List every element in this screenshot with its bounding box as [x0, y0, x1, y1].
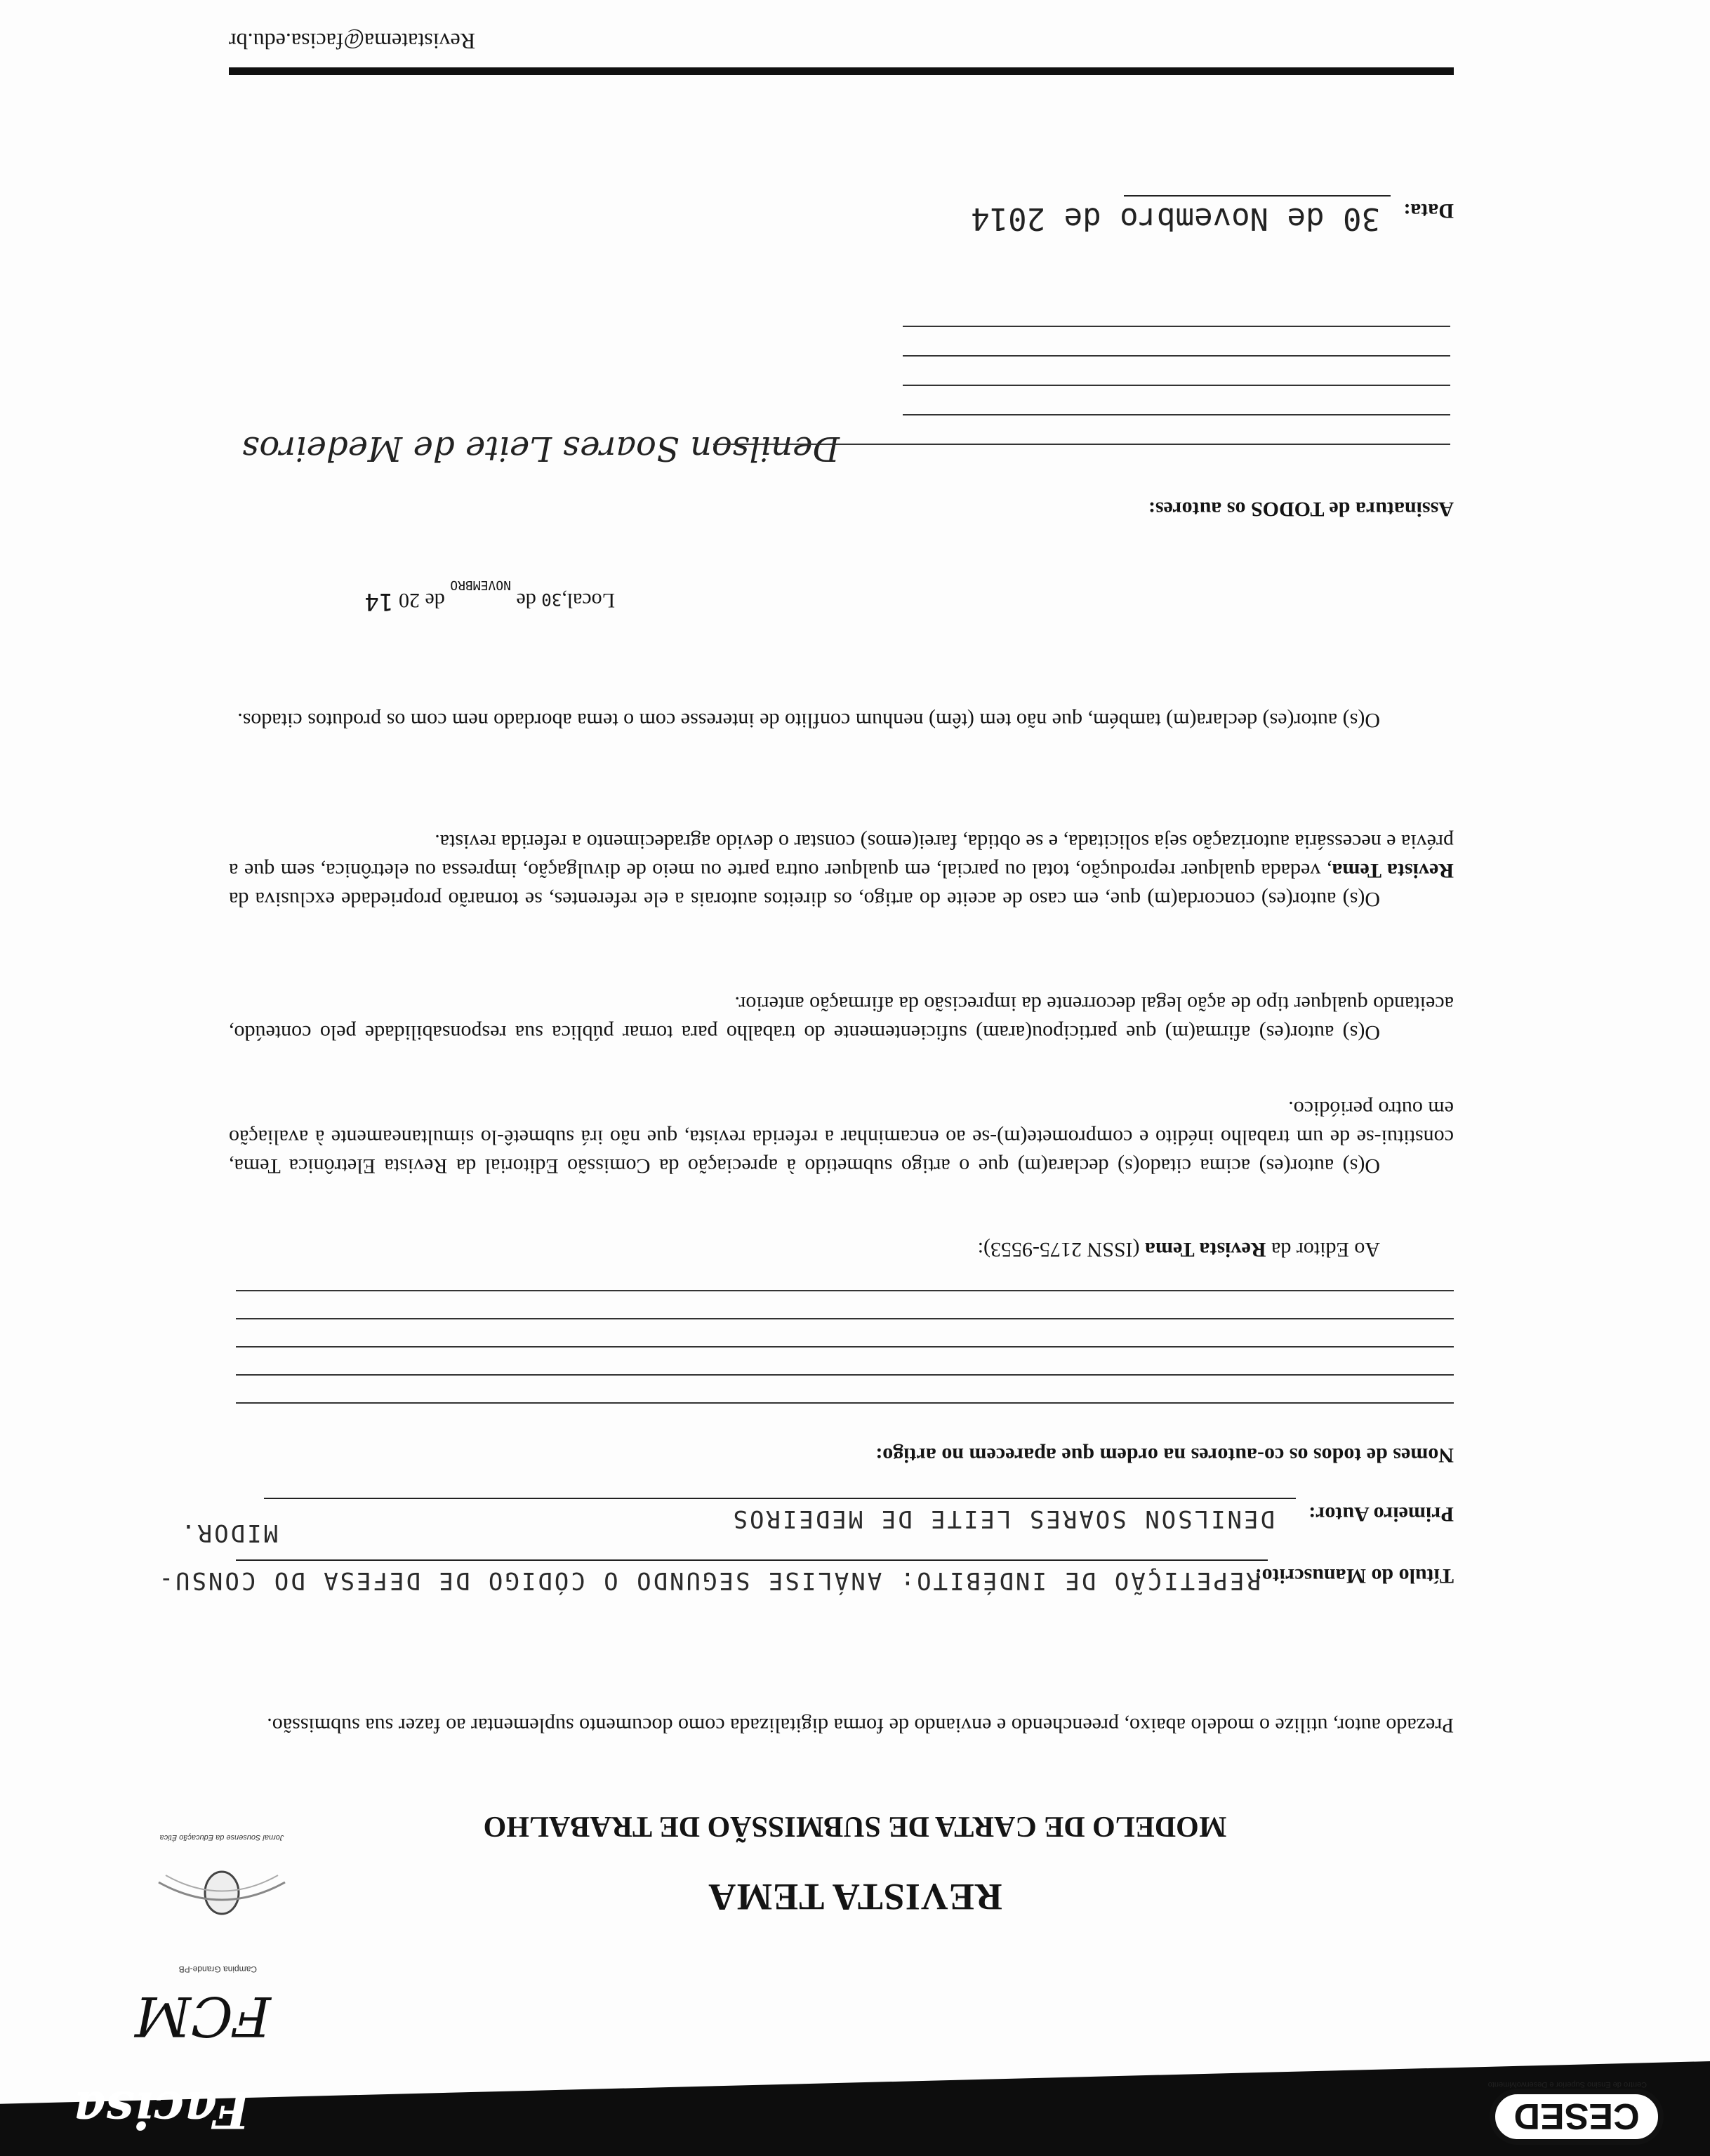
declaration-responsibility: O(s) autor(es) afirma(m) que participou(aram) suficientemente do trabalho para tornar pública sua responsabilidade pelo conteúdo, aceitando qualquer tipo de ação legal decorrente da imprecisão da afirmação anterior. — [229, 992, 1454, 1044]
local-day: 30 — [541, 590, 562, 609]
addressee-suffix: (ISSN 2175-9553): — [977, 1238, 1146, 1261]
cesed-logo — [1464, 2065, 1675, 2156]
fcm-tagline: Campina Grande-PB — [178, 1964, 257, 1974]
local-de-year: de 20 — [393, 589, 451, 612]
intro-paragraph: Prezado autor, utilize o modelo abaixo, preenchendo e enviando de forma digitalizada como documento suplementar ao fazer sua submissão. — [267, 1714, 1454, 1737]
first-author-handwritten: DENILSON SOARES LEITE DE MEDEIROS — [731, 1505, 1275, 1533]
author-signature: Denilson Soares Leite de Medeiros — [241, 429, 840, 468]
declaration-originality: O(s) autor(es) acima citado(s) declara(m) que o artigo submetido à apreciação da Comissão Editorial da Revista Eletrônica Tema, constitui-se de um trabalho inédito e compromete(m)-se ao encaminhar a referida revista, que não irá submetê-lo simultaneamente à avaliação em outro periódico. — [229, 1097, 1454, 1178]
addressee-prefix: Ao Editor da — [1266, 1238, 1380, 1261]
local-de: de — [510, 589, 542, 612]
coauthors-label: Nomes de todos os co-autores na ordem que aparecem no artigo: — [875, 1444, 1454, 1467]
signature-line — [903, 326, 1450, 327]
date-handwritten: 30 de Novembro de 2014 — [971, 201, 1380, 237]
fcm-logo — [135, 1942, 278, 2047]
coauthor-line — [236, 1374, 1454, 1376]
date-label: Data: — [1403, 199, 1454, 222]
first-author-label: Primeiro Autor: — [1308, 1503, 1454, 1526]
manuscript-handwritten-cont: MIDOR. — [179, 1519, 278, 1547]
addressee-journal: Revista Tema — [1145, 1238, 1266, 1261]
copyright-journal: Revista Tema — [1332, 859, 1454, 882]
first-author-line — [264, 1498, 1296, 1499]
manuscript-handwritten: REPETIÇÃO DE INDÉBITO: ANÁLISE SEGUNDO O CÓDIGO DE DEFESA DO CONSU- — [157, 1566, 1261, 1595]
signature-line — [903, 355, 1450, 357]
manuscript-label: Título do Manuscrito: — [1254, 1564, 1454, 1588]
footer-rule — [229, 67, 1454, 75]
local-label: Local, — [562, 589, 615, 612]
local-year: 14 — [364, 587, 394, 615]
copyright-text-b: , vedada qualquer reprodução, total ou parcial, em qualquer outra parte ou meio de divulgação, impressa ou eletrônica, sem que a prévia e necessária autorização seja solicitada, e se obtida, farei(emos) constar o devido agradecimento a referida revista. — [229, 830, 1454, 882]
copyright-text-a: O(s) autor(es) concorda(m) que, em caso de aceite do artigo, os direitos autorais a ele referentes, se tornarão propriedade exclusiva da — [229, 888, 1380, 911]
coauthor-line — [236, 1402, 1454, 1404]
facisa-logo — [72, 2061, 264, 2145]
local-month: NOVEMBRO — [450, 578, 511, 592]
coauthor-line — [236, 1318, 1454, 1319]
cesed-tagline: Centro de Ensino Superior e Desenvolvimento — [1487, 2080, 1647, 2089]
signatures-label: Assinatura de TODOS os autores: — [1148, 498, 1454, 521]
signature-line — [713, 444, 1450, 445]
seal-caption: Jornal Sousense da Educação Ética — [159, 1833, 284, 1842]
declaration-conflict: O(s) autor(es) declara(m) também, que não tem (têm) nenhum conflito de interesse com o tema abordado nem com os produtos citados. — [237, 709, 1380, 732]
signature-line — [903, 385, 1450, 386]
declaration-copyright — [229, 827, 1454, 914]
coauthor-line — [236, 1290, 1454, 1291]
svg-text:CESED: CESED — [1513, 2096, 1640, 2136]
page-subtitle: MODELO DE CARTA DE SUBMISSÃO DE TRABALHO — [483, 1810, 1227, 1842]
coauthor-line — [236, 1346, 1454, 1348]
page-title: REVISTA TEMA — [708, 1876, 1002, 1918]
local-date-line — [364, 578, 615, 615]
date-line — [1124, 195, 1391, 197]
footer-email: Revistatema@facisa.edu.br — [229, 29, 476, 54]
fcm-wordmark: FCM — [135, 1984, 271, 2047]
signature-line — [903, 414, 1450, 415]
manuscript-line — [236, 1559, 1268, 1561]
facisa-wordmark: Facisa — [72, 2080, 250, 2140]
addressee — [978, 1237, 1380, 1261]
